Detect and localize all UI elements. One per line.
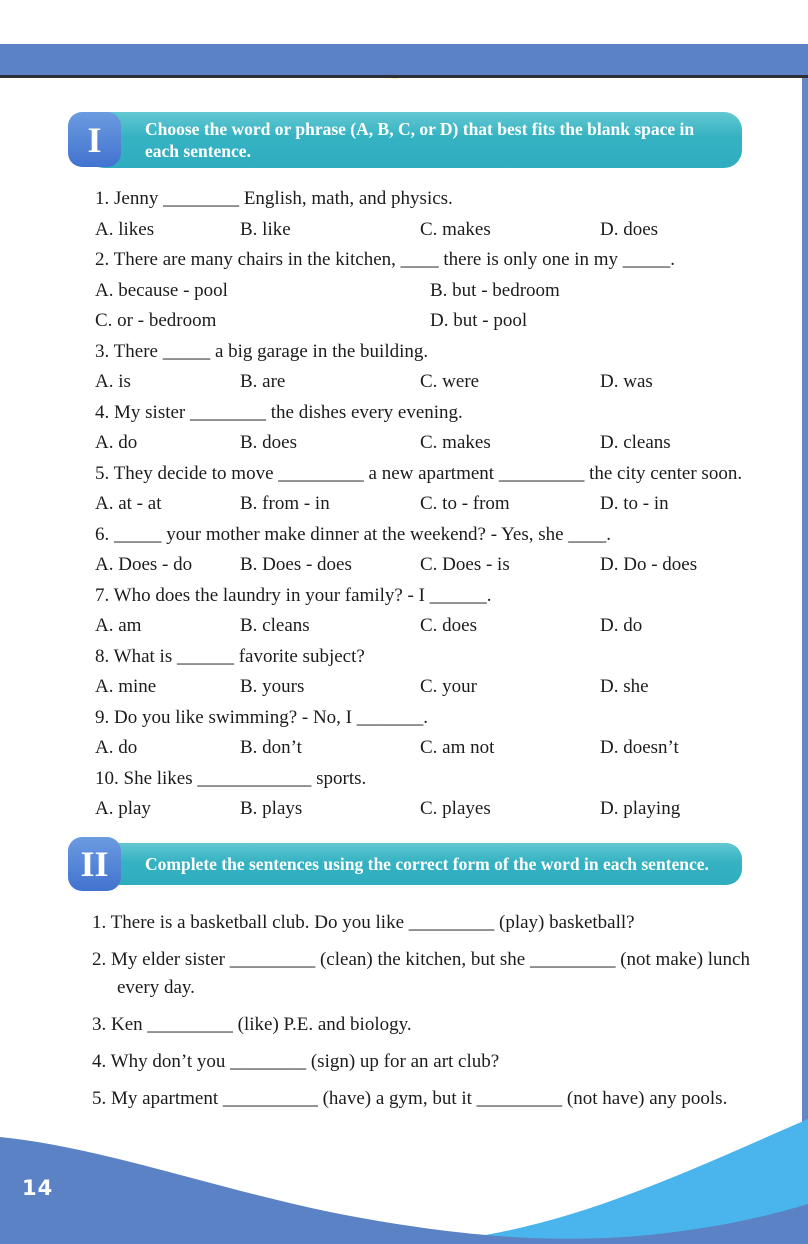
section1-numeral: I [87,119,102,160]
option: C. playes [420,798,491,819]
fill-in-item: 1. There is a basketball club. Do you like _________ (play) basketball? [92,911,635,933]
options-row [95,733,753,764]
option: C. Does - is [420,554,510,575]
option: A. do [95,737,138,758]
top-border-rule [0,75,808,78]
option: B. don’t [240,737,302,758]
option: B. from - in [240,493,330,514]
option: D. does [600,218,659,240]
option: A. mine [95,676,157,697]
option: B. like [240,218,291,240]
section1-numeral-badge [68,112,121,167]
option: D. cleans [600,432,671,453]
option: A. do [95,432,138,453]
option: A. is [95,371,131,392]
options-row [95,306,753,337]
option: C. were [420,371,480,392]
section1-header [68,112,742,168]
section1-questions [95,184,753,825]
option: D. doesn’t [600,737,679,758]
question-text: 10. She likes ____________ sports. [95,767,367,789]
page-number: 14 [22,1176,54,1200]
option: D. she [600,676,649,697]
option: B. does [240,432,297,453]
section2-instruction: Complete the sentences using the correct form of the word in each sentence. [145,853,709,874]
options-row [95,550,753,581]
options-row [95,794,753,825]
question-text: 7. Who does the laundry in your family? - I ______. [95,584,492,606]
question-text: 3. There _____ a big garage in the building. [95,340,429,362]
option: D. do [600,615,643,636]
option: C. or - bedroom [95,310,217,331]
section2-numeral-badge [68,837,121,891]
section1-instruction: Choose the word or phrase (A, B, C, or D) that best fits the blank space in each sentence. [145,119,695,161]
top-border-bar [0,44,808,75]
option: D. Do - does [600,554,698,575]
option: C. to - from [420,493,510,514]
option: A. Does - do [95,554,193,575]
option: A. likes [95,218,155,240]
option: D. was [600,371,653,392]
option: D. to - in [600,493,669,514]
options-row [95,428,753,459]
question-text: 2. There are many chairs in the kitchen, ____ there is only one in my _____. [95,249,676,270]
fill-in-item: 4. Why don’t you ________ (sign) up for an art club? [92,1050,500,1072]
section1-instruction-pill [86,112,742,168]
right-border-stripe [802,78,808,1244]
option: C. does [420,615,477,636]
option: C. your [420,676,477,697]
options-row [95,215,753,246]
bottom-wave-decoration [0,1109,808,1244]
question-text: 8. What is ______ favorite subject? [95,645,365,667]
option: B. yours [240,676,305,697]
options-row [95,611,753,642]
option: A. because - pool [95,279,228,301]
options-row [95,367,753,398]
fill-in-item: 3. Ken _________ (like) P.E. and biology. [92,1013,412,1035]
section2-header [68,843,742,885]
option: B. cleans [240,615,310,636]
fill-in-item: 2. My elder sister _________ (clean) the kitchen, but she _________ (not make) lunch every day. [92,948,750,998]
section2-numeral: II [80,843,109,884]
question-text: 4. My sister ________ the dishes every evening. [95,401,463,423]
option: D. but - pool [430,310,528,331]
question-text: 6. _____ your mother make dinner at the weekend? - Yes, she ____. [95,523,612,545]
question-text: 9. Do you like swimming? - No, I _______. [95,706,429,728]
section2-instruction-pill [86,843,742,885]
options-row [95,276,753,307]
option: D. playing [600,798,681,819]
option: C. makes [420,218,491,240]
question-text: 1. Jenny ________ English, math, and physics. [95,188,453,209]
section2-items [92,909,758,1113]
options-row [95,672,753,703]
option: B. plays [240,798,303,819]
option: B. but - bedroom [430,279,560,301]
option: A. at - at [95,493,162,514]
question-text: 5. They decide to move _________ a new apartment _________ the city center soon. [95,462,743,484]
option: B. are [240,371,286,392]
option: B. Does - does [240,554,352,575]
option: C. am not [420,737,495,758]
option: A. play [95,798,151,819]
fill-in-item: 5. My apartment __________ (have) a gym, but it _________ (not have) any pools. [92,1087,728,1109]
options-row [95,489,753,520]
option: C. makes [420,432,491,453]
option: A. am [95,615,142,636]
